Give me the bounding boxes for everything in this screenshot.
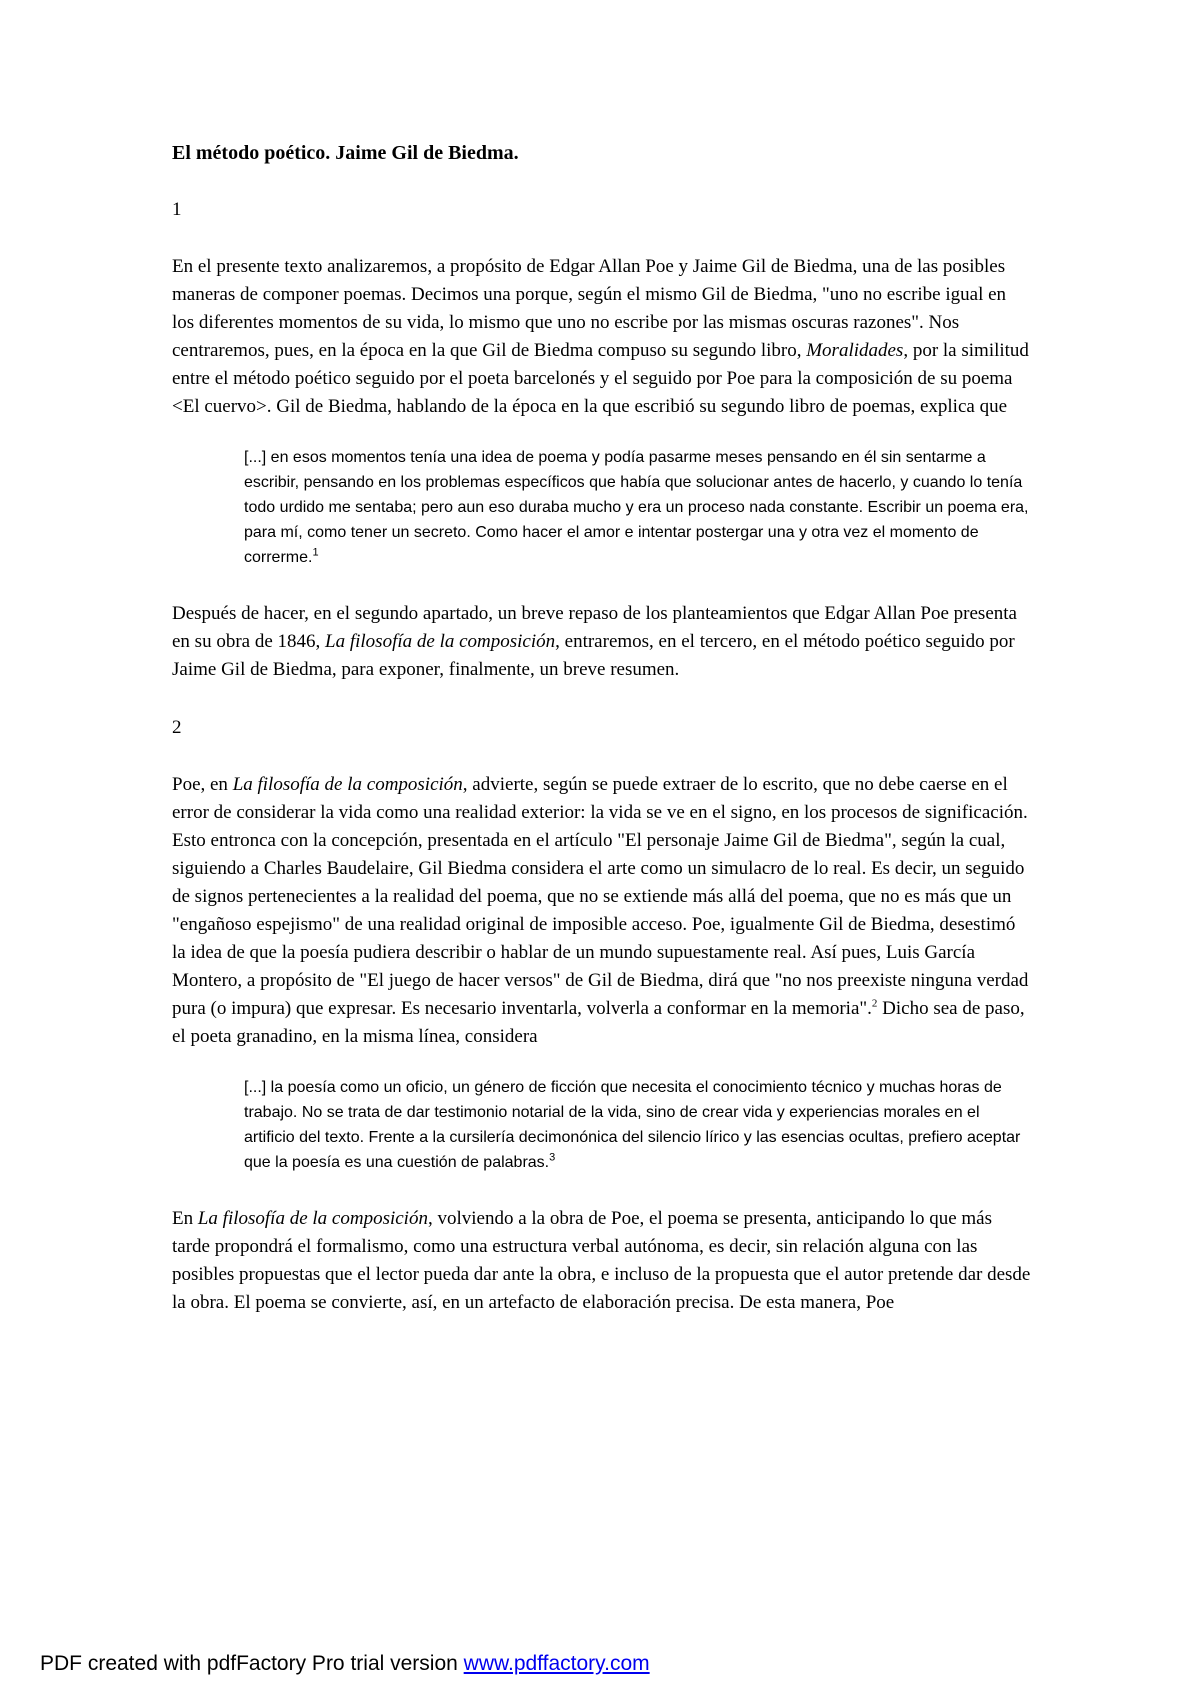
- text-run: Dicho sea de paso, el poeta granadino, en la misma línea, considera: [172, 998, 1025, 1047]
- document-page: [172, 140, 1032, 1317]
- footnote-marker-3: 3: [549, 1151, 556, 1164]
- paragraph-outline: [172, 600, 1032, 684]
- footnote-marker-1: 1: [312, 546, 319, 559]
- quote-text: [...] la poesía como un oficio, un género de ficción que necesita el conocimiento técnico y muchas horas de trabajo. No se trata de dar testimonio notarial de la vida, sino de crear vida y experiencias morales en el artificio del texto. Frente a la cursilería decimonónica del silencio lírico y las esencias ocultas, prefiero aceptar que la poesía es una cuestión de palabras.: [244, 1079, 1021, 1171]
- italic-title: Moralidades: [806, 340, 904, 361]
- pdffactory-link[interactable]: www.pdffactory.com: [463, 1652, 650, 1675]
- quote-text: [...] en esos momentos tenía una idea de poema y podía pasarme meses pensando en él sin sentarme a escribir, pensando en los problemas específicos que había que solucionar antes de hacerlo, y cuando lo tenía todo urdido me sentaba; pero aun eso duraba mucho y era un proceso nada constante. Escribir un poema era, para mí, como tener un secreto. Como hacer el amor e intentar postergar una y otra vez el momento de correrme.: [244, 449, 1029, 566]
- text-run: , por la similitud entre el método poético seguido por el poeta barcelonés y el seguido por Poe para la composición de su poema <El cuervo>. Gil de Biedma, hablando de la época en la que escribió su segundo libro de poemas, explica que: [172, 340, 1029, 417]
- text-run: Después de hacer, en el segundo apartado, un breve repaso de los planteamientos que Edgar Allan Poe presenta en su obra de 1846,: [172, 603, 1017, 652]
- italic-title: La filosofía de la composición: [197, 1208, 428, 1229]
- text-run: Poe, en: [172, 774, 233, 795]
- text-run: En el presente texto analizaremos, a propósito de Edgar Allan Poe y Jaime Gil de Biedma, una de las posibles maneras de componer poemas. Decimos una porque, según el mismo Gil de Biedma, "uno no escribe igual en los diferentes momentos de su vida, lo mismo que uno no escribe por las mismas oscuras razones". Nos centraremos, pues, en la época en la que Gil de Biedma compuso su segundo libro,: [172, 256, 1007, 361]
- italic-title: La filosofía de la composición: [325, 631, 556, 652]
- footer-text: PDF created with pdfFactory Pro trial version: [40, 1652, 464, 1675]
- paragraph-formalism: [172, 1205, 1032, 1317]
- document-title: El método poético. Jaime Gil de Biedma.: [172, 142, 519, 164]
- pdf-watermark-footer: [40, 1652, 650, 1676]
- paragraph-intro: [172, 253, 1032, 421]
- paragraph-poe: [172, 771, 1032, 1051]
- block-quote-1: [244, 445, 1030, 570]
- text-run: , entraremos, en el tercero, en el método poético seguido por Jaime Gil de Biedma, para exponer, finalmente, un breve resumen.: [172, 631, 1015, 680]
- footnote-marker-2: 2: [871, 997, 878, 1010]
- text-run: En: [172, 1208, 198, 1229]
- text-run: , advierte, según se puede extraer de lo escrito, que no debe caerse en el error de considerar la vida como una realidad exterior: la vida se ve en el signo, en los procesos de significación. Esto entronca con la concepción, presentada en el artículo "El personaje Jaime Gil de Biedma", según la cual, siguiendo a Charles Baudelaire, Gil Biedma considera el arte como un simulacro de lo real. Es decir, un seguido de signos pertenecientes a la realidad del poema, que no se extiende más allá del poema, que no es más que un "engañoso espejismo" de una realidad original de imposible acceso. Poe, igualmente Gil de Biedma, desestimó la idea de que la poesía pudiera describir o hablar de un mundo supuestamente real. Así pues, Luis García Montero, a propósito de "El juego de hacer versos" de Gil de Biedma, dirá que "no nos preexiste ninguna verdad pura (o impura) que expresar. Es necesario inventarla, volverla a conformar en la memoria".: [172, 774, 1029, 1019]
- italic-title: La filosofía de la composición: [232, 774, 463, 795]
- block-quote-2: [244, 1075, 1030, 1175]
- section-number-1: 1: [172, 199, 182, 220]
- text-run: , volviendo a la obra de Poe, el poema se presenta, anticipando lo que más tarde propondrá el formalismo, como una estructura verbal autónoma, es decir, sin relación alguna con las posibles propuestas que el lector pueda dar ante la obra, e incluso de la propuesta que el autor pretende dar desde la obra. El poema se convierte, así, en un artefacto de elaboración precisa. De esta manera, Poe: [172, 1208, 1031, 1313]
- section-number-2: 2: [172, 717, 182, 738]
